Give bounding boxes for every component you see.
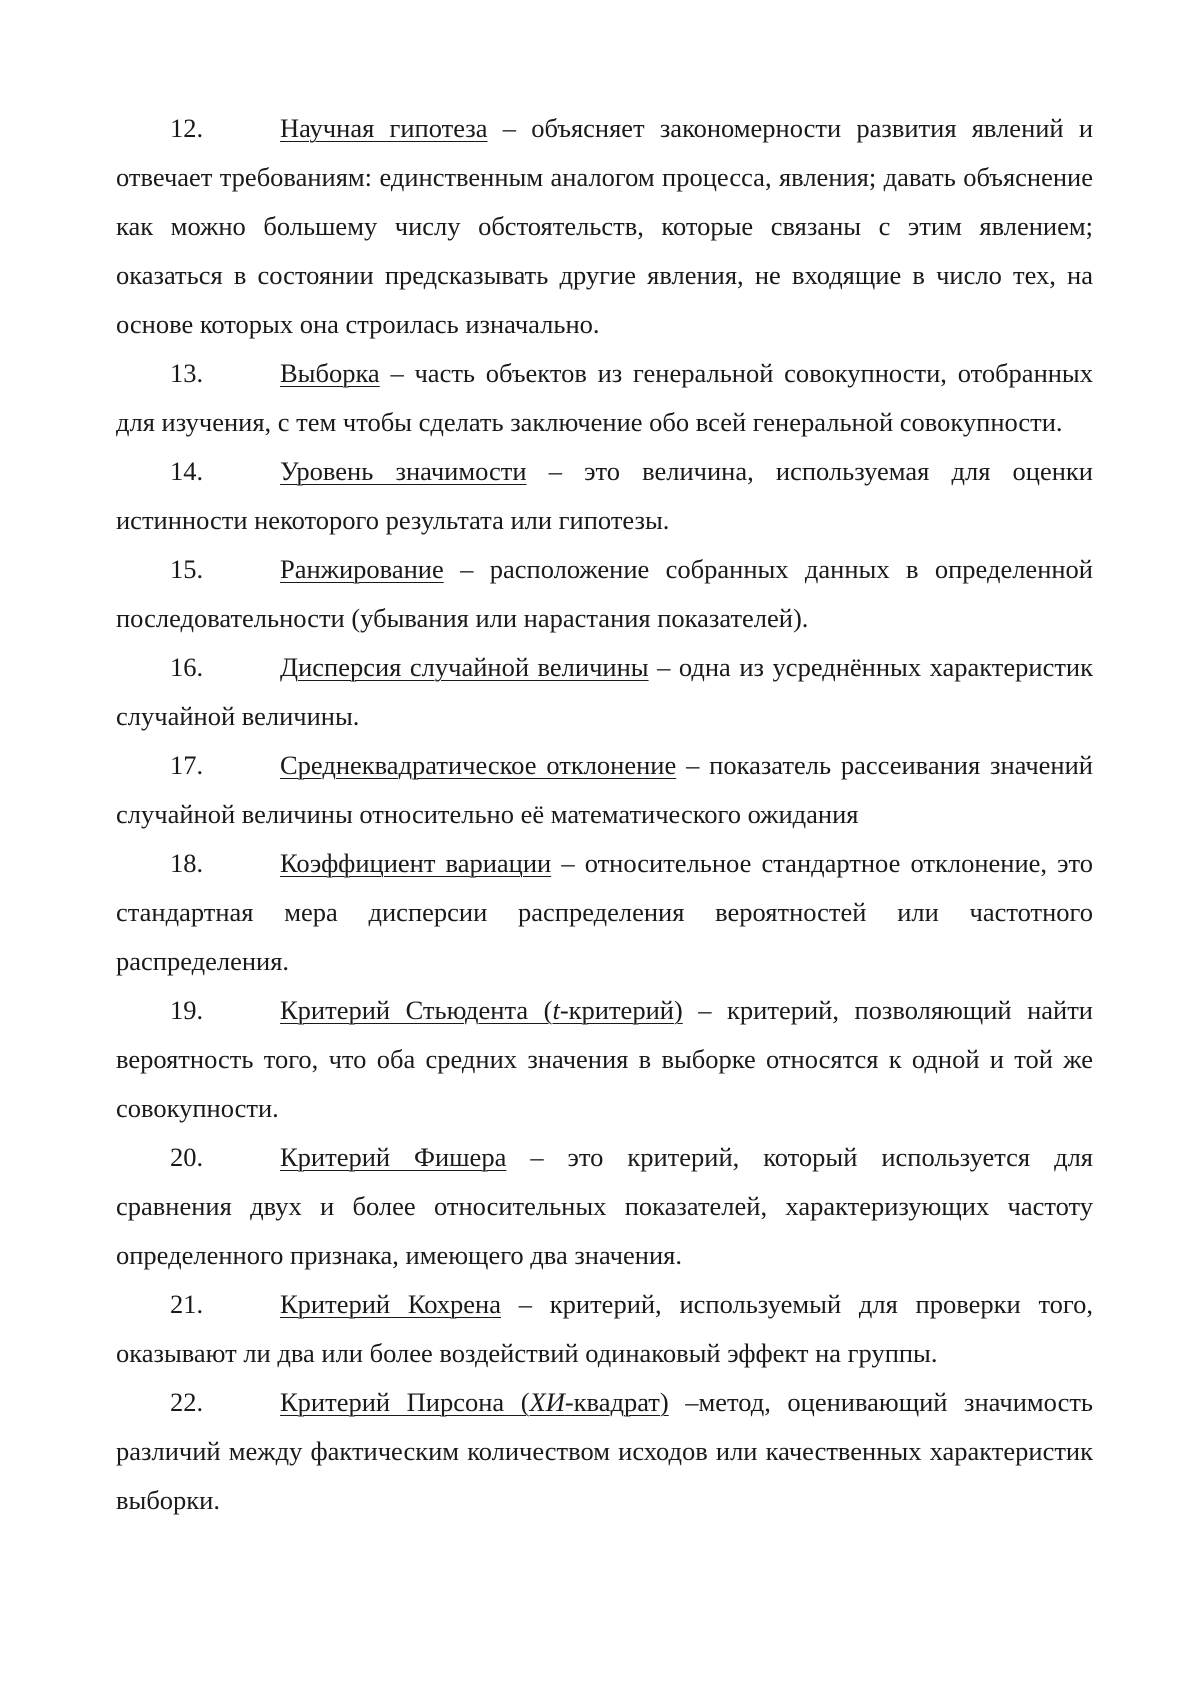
entry-term-part: Уровень значимости xyxy=(280,456,527,486)
entry-term xyxy=(280,750,676,780)
entry-number: 15. xyxy=(170,554,204,584)
entry-definition: – это величина, используемая для оценки истинности некоторого результата или гипотезы. xyxy=(116,456,1093,535)
entry-term-part: Выборка xyxy=(280,358,380,388)
entry-term-part: Научная гипотеза xyxy=(280,113,488,143)
entry-number: 20. xyxy=(170,1142,204,1172)
entry-term xyxy=(280,1387,669,1417)
entry-term-part: -квадрат) xyxy=(564,1387,669,1417)
glossary-entry xyxy=(116,545,1093,643)
entry-term-part: Коэффициент вариации xyxy=(280,848,552,878)
entry-term xyxy=(280,1142,506,1172)
glossary-list xyxy=(116,104,1093,1525)
entry-definition: –метод, оценивающий значимость различий между фактическим количеством исходов или качественных характеристик выборки. xyxy=(116,1387,1093,1515)
glossary-entry xyxy=(116,1280,1093,1378)
entry-number: 17. xyxy=(170,750,204,780)
glossary-entry xyxy=(116,349,1093,447)
entry-number: 16. xyxy=(170,652,204,682)
entry-term-part: Критерий Пирсона ( xyxy=(280,1387,530,1417)
entry-number: 12. xyxy=(170,113,204,143)
entry-term-part: t xyxy=(552,995,560,1025)
entry-definition: – расположение собранных данных в определенной последовательности (убывания или нарастания показателей). xyxy=(116,554,1093,633)
entry-term xyxy=(280,1289,501,1319)
entry-term-part: Дисперсия случайной величины xyxy=(280,652,649,682)
entry-term xyxy=(280,554,444,584)
entry-number: 19. xyxy=(170,995,204,1025)
glossary-entry xyxy=(116,839,1093,986)
entry-definition: – относительное стандартное отклонение, это стандартная мера дисперсии распределения вероятностей или частотного распределения. xyxy=(116,848,1093,976)
entry-definition: – часть объектов из генеральной совокупности, отобранных для изучения, с тем чтобы сделать заключение обо всей генеральной совокупности. xyxy=(116,358,1093,437)
entry-definition: – показатель рассеивания значений случайной величины относительно её математического ожидания xyxy=(116,750,1093,829)
entry-number: 22. xyxy=(170,1387,204,1417)
glossary-entry xyxy=(116,986,1093,1133)
glossary-entry xyxy=(116,1133,1093,1280)
entry-term-part: Критерий Фишера xyxy=(280,1142,507,1172)
entry-term xyxy=(280,113,488,143)
entry-definition: – критерий, позволяющий найти вероятность того, что оба средних значения в выборке относятся к одной и той же совокупности. xyxy=(116,995,1093,1123)
entry-term-part: Ранжирование xyxy=(280,554,444,584)
entry-definition: – критерий, используемый для проверки того, оказывают ли два или более воздействий одинаковый эффект на группы. xyxy=(116,1289,1094,1368)
entry-term-part: Среднеквадратическое отклонение xyxy=(280,750,677,780)
entry-number: 18. xyxy=(170,848,204,878)
entry-term-part: ХИ xyxy=(529,1387,565,1417)
entry-term-part: -критерий) xyxy=(559,995,683,1025)
entry-number: 14. xyxy=(170,456,204,486)
entry-term xyxy=(280,358,380,388)
entry-term xyxy=(280,995,683,1025)
glossary-entry xyxy=(116,741,1093,839)
entry-term xyxy=(280,456,527,486)
entry-term xyxy=(280,652,649,682)
document-page xyxy=(116,104,1093,1525)
glossary-entry xyxy=(116,1378,1093,1525)
entry-definition: – объясняет закономерности развития явлений и отвечает требованиям: единственным аналогом процесса, явления; давать объяснение как можно большему числу обстоятельств, которые связаны с этим явлением; оказаться в состоянии предсказывать другие явления, не входящие в число тех, на основе которых она строилась изначально. xyxy=(116,113,1094,339)
glossary-entry xyxy=(116,447,1093,545)
entry-term xyxy=(280,848,551,878)
entry-number: 21. xyxy=(170,1289,204,1319)
entry-definition: – одна из усреднённых характеристик случайной величины. xyxy=(116,652,1093,731)
entry-definition: – это критерий, который используется для сравнения двух и более относительных показателей, характеризующих частоту определенного признака, имеющего два значения. xyxy=(116,1142,1093,1270)
entry-number: 13. xyxy=(170,358,204,388)
glossary-entry xyxy=(116,104,1093,349)
glossary-entry xyxy=(116,643,1093,741)
entry-term-part: Критерий Стьюдента ( xyxy=(280,995,553,1025)
entry-term-part: Критерий Кохрена xyxy=(280,1289,501,1319)
